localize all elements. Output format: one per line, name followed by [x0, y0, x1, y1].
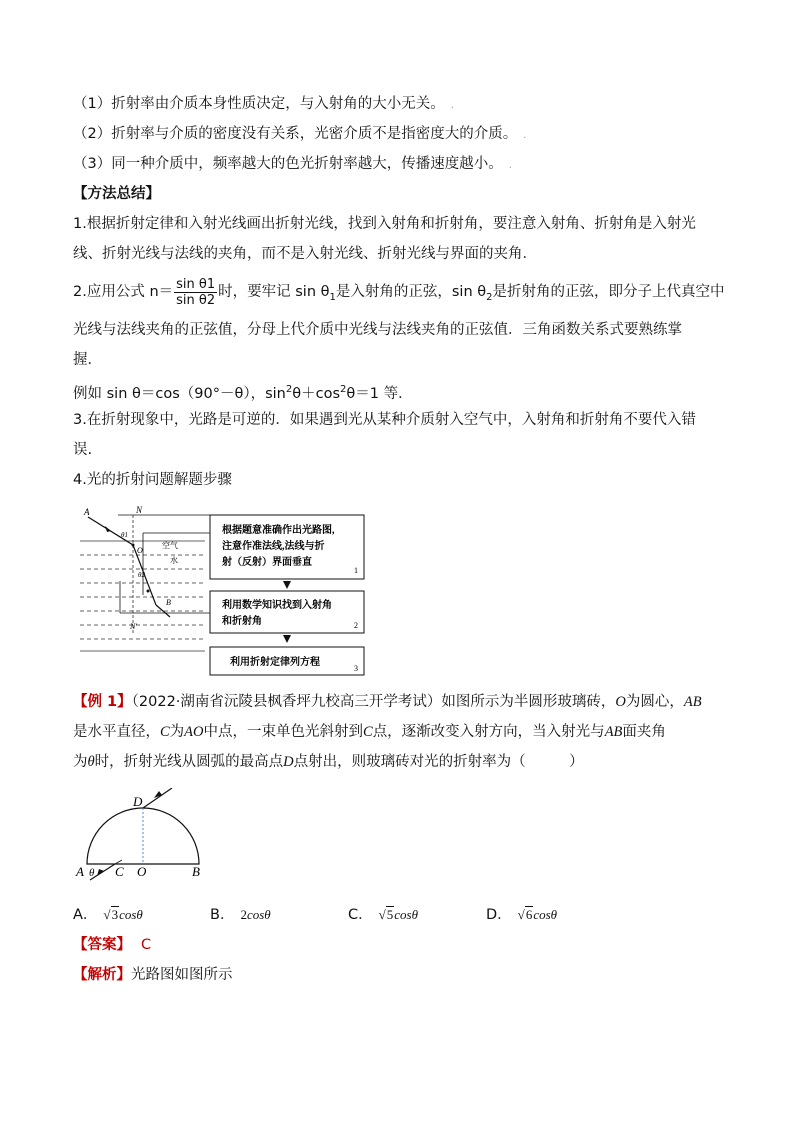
step-1-line-2: 注意作准法线,法线与折: [222, 541, 325, 552]
label-air: 空气: [162, 541, 178, 550]
option-b-letter: B．: [210, 907, 235, 923]
example-AB-2: AB: [604, 724, 623, 740]
step-1-line-1: 根据题意准确作出光路图,: [222, 525, 335, 536]
semicircle-label-O: O: [137, 864, 147, 879]
summary-2-line-1: 2.应用公式 n＝ $\frac{\text{sin θ1}}{\text{sin θ2}}$ 时，要牢记 $\sin \theta_1$是入射角的正弦，$\sin \theta_2$是折射角的正弦，即分子上代真空中: [73, 276, 725, 308]
example-label: 【例 1】: [73, 694, 132, 710]
label-N: N: [136, 505, 143, 515]
formula-mid: 时，要牢记 sin θ: [218, 284, 330, 300]
summary-3-line-2: 误.: [73, 442, 93, 458]
example-identity-c: θ＝1 等．: [346, 385, 413, 402]
option-a-tail: cosθ: [119, 907, 143, 922]
summary-3-line-1: 3.在折射现象中，光路是可逆的．如果遇到光从某种介质射入空气中，入射角和折射角不要代入错: [73, 412, 696, 428]
point-1-text: （1）折射率由介质本身性质决定，与入射角的大小无关。: [73, 96, 445, 112]
option-d-radicand: 6: [525, 907, 533, 922]
semicircle-glass-diagram: [70, 788, 230, 884]
step-3-line-1: 利用折射定律列方程: [230, 657, 320, 668]
example-identity-b: θ＋cos: [292, 385, 341, 402]
example-theta: θ: [87, 754, 95, 770]
example-C: C: [160, 724, 170, 740]
label-water: 水: [170, 556, 178, 565]
option-a-letter: A．: [73, 907, 98, 923]
example-text-2a: 是水平直径，: [73, 724, 160, 740]
option-c-radicand: 5: [386, 907, 394, 922]
water-surface-lines: [80, 541, 205, 651]
example-line-2: [73, 722, 666, 742]
example-C-2: C: [363, 724, 373, 740]
example-text-3a: 为: [73, 754, 88, 770]
point-2: （2）折射率与介质的密度没有关系，光密介质不是指密度大的介质。 .: [73, 126, 527, 142]
summary-2-example: 例如 sin θ＝cos（90°－θ），$\sin^2\theta+\cos^2\theta=1$ 等．: [73, 384, 413, 402]
example-text-2b: 为: [169, 724, 185, 740]
option-a-sqrt: √3: [103, 907, 119, 922]
option-a[interactable]: [73, 903, 143, 924]
formula-numerator: sin θ1: [176, 276, 216, 292]
example-O: O: [615, 694, 626, 710]
analysis-tag: 【解析】: [73, 967, 131, 983]
semicircle-label-C: C: [115, 864, 124, 879]
example-line-1: [73, 692, 702, 712]
option-c-letter: C．: [348, 907, 373, 923]
step-2-line-1: 利用数学知识找到入射角: [222, 600, 332, 611]
option-d-tail: cosθ: [533, 907, 558, 922]
semicircle-label-B: B: [192, 864, 200, 879]
step-2-number: 2: [354, 621, 358, 630]
option-c-tail: cosθ: [394, 907, 418, 922]
example-AB: AB: [683, 694, 702, 710]
method-heading: 【方法总结】: [73, 186, 160, 202]
summary-1-line-1: 1.根据折射定律和入射光线画出折射光线，找到入射角和折射角，要注意入射角、折射角是入射光: [73, 216, 696, 232]
analysis-line: [73, 965, 233, 985]
semicircle-label-theta: θ: [89, 867, 95, 879]
point-1: （1）折射率由介质本身性质决定，与入射角的大小无关。 .: [73, 96, 454, 112]
example-line-3: [73, 752, 584, 772]
label-B: B: [166, 598, 171, 607]
example-AO: AO: [184, 724, 204, 740]
formula-denominator: sin θ2: [176, 292, 216, 308]
example-text-1: （2022·湖南省沅陵县枫香坪九校高三开学考试）如图所示为半圆形玻璃砖，: [131, 694, 616, 710]
step-1-line-3: 射（反射）界面垂直: [222, 557, 312, 568]
semicircle-label-A: A: [76, 864, 84, 879]
example-D: D: [283, 754, 294, 770]
example-text-3b: 时，折射光线从圆弧的最高点: [94, 754, 284, 770]
step-box-2: [210, 591, 364, 633]
summary-2-line-3: 握．: [73, 352, 102, 368]
label-theta2: θ2: [138, 571, 145, 579]
label-Nprime: N': [130, 622, 138, 631]
summary-1-line-2: 线、折射光线与法线的夹角，而不是入射光线、折射光线与界面的夹角．: [73, 246, 537, 262]
exit-ray: [143, 788, 172, 808]
option-d-sqrt: √6: [517, 907, 533, 922]
option-d[interactable]: [486, 903, 557, 924]
option-b-tail: cosθ: [246, 907, 271, 922]
answer-tag: 【答案】: [73, 937, 131, 953]
summary-4-line-1: 4.光的折射问题解题步骤: [73, 472, 232, 488]
summary-2-line-2: 光线与法线夹角的正弦值，分母上代介质中光线与法线夹角的正弦值．三角函数关系式要熟练掌: [73, 322, 682, 338]
answer-value: C: [141, 937, 152, 953]
label-O: O: [137, 546, 143, 555]
example-text-2d: 点，逐渐改变入射方向，当入射光与: [372, 724, 605, 740]
answer-line: [73, 935, 151, 955]
option-c-sqrt: √5: [378, 907, 394, 922]
option-b[interactable]: [210, 903, 271, 924]
example-text-2c: 中点，一束单色光斜射到: [203, 724, 364, 740]
point-3-text: （3）同一种介质中，频率越大的色光折射率越大，传播速度越小。: [73, 156, 503, 172]
option-c[interactable]: [348, 903, 418, 924]
example-text-3c: 点射出，则玻璃砖对光的折射率为（ ）: [293, 754, 584, 770]
step-box-1: [210, 515, 364, 579]
arrow-2: [283, 635, 291, 643]
point-2-text: （2）折射率与介质的密度没有关系，光密介质不是指密度大的介质。: [73, 126, 518, 142]
formula-fraction: [174, 277, 217, 308]
step-2-line-2: 和折射角: [222, 616, 262, 627]
option-a-radicand: 3: [111, 907, 119, 922]
step-3-number: 3: [354, 664, 358, 673]
semicircle-label-D: D: [133, 794, 143, 809]
step-1-number: 1: [354, 566, 358, 575]
label-A: A: [84, 507, 90, 517]
option-b-coef: 2: [240, 907, 247, 922]
formula-mid2: 是入射角的正弦，sin θ: [335, 284, 487, 300]
example-text-2e: 面夹角: [622, 724, 666, 740]
step-box-3: [210, 647, 364, 675]
option-d-letter: D．: [486, 907, 512, 923]
refraction-flow-diagram: [78, 505, 368, 681]
arrow-1: [283, 581, 291, 589]
point-3: （3）同一种介质中，频率越大的色光折射率越大，传播速度越小。 .: [73, 156, 512, 172]
label-theta1: θ1: [121, 531, 128, 539]
formula-prefix: 2.应用公式 n＝: [73, 284, 174, 300]
analysis-text: 光路图如图所示: [131, 967, 233, 983]
example-identity-a: 例如 sin θ＝cos（90°－θ），sin: [73, 385, 286, 402]
example-text-1b: 为圆心，: [625, 694, 684, 710]
formula-suffix: 是折射角的正弦，即分子上代真空中: [492, 284, 725, 300]
